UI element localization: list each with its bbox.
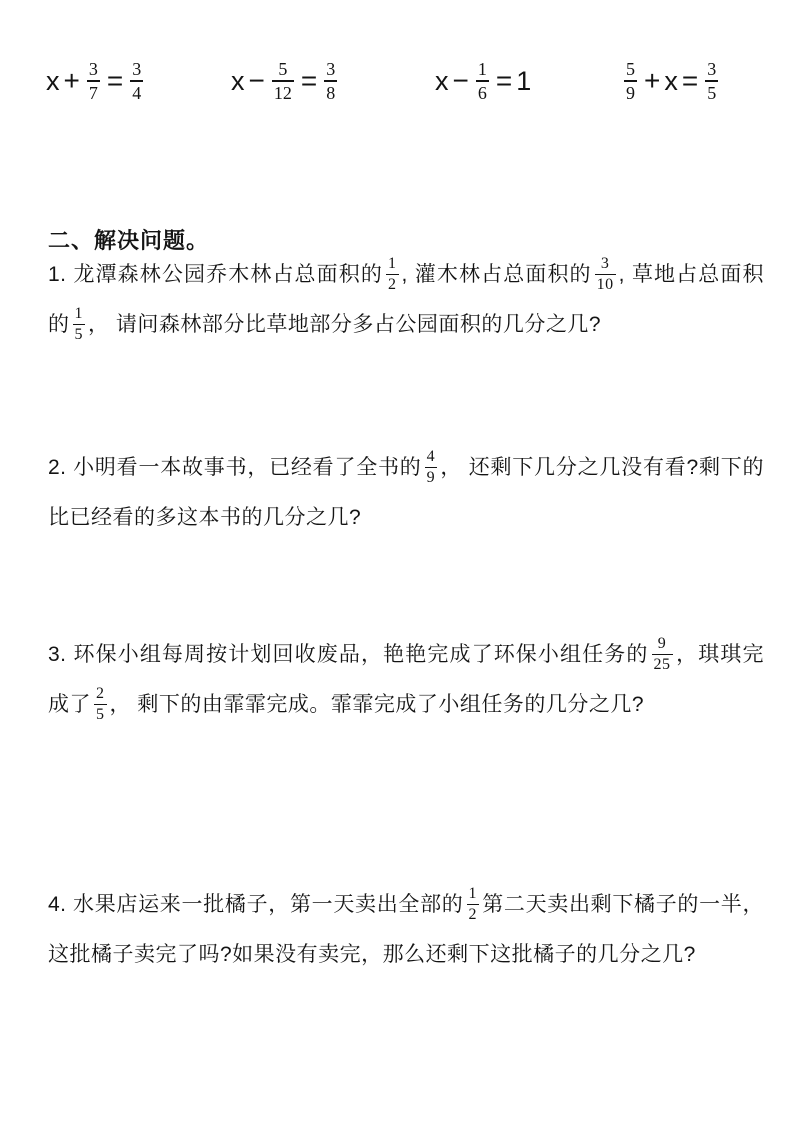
fraction-9-25: $\frac{9}{25}$ <box>653 634 671 674</box>
fraction-bar <box>324 80 337 81</box>
fraction-bar <box>467 904 480 905</box>
variable-x: x <box>46 65 60 96</box>
problem-text: ， 请问森林部分比草地部分多占公园面积的几分之几? <box>88 313 602 336</box>
word-problem-4 <box>48 880 764 980</box>
fraction-bar <box>476 80 489 81</box>
variable-x: x <box>664 65 678 96</box>
fraction-bar <box>386 274 399 275</box>
fraction-bar <box>94 704 107 705</box>
problem-text: 第二天卖出剩下橘子的一半，这批橘子卖完了吗?如果没有卖完，那么还剩下这批橘子的几分之几? <box>48 893 764 966</box>
equation-1 <box>46 52 146 110</box>
fraction-1-2: $\frac{1}{2}$ <box>468 884 477 924</box>
problem-text: 1. 龙潭森林公园乔木林占总面积的 <box>48 263 383 286</box>
fraction-bar <box>624 80 637 81</box>
problem-text: ， 还剩下几分之几没有看?剩下的比已经看的多这本书的几分之几? <box>48 456 764 529</box>
fraction-bar <box>73 324 86 325</box>
fraction-5-12: $\frac{5}{12}$ <box>273 59 292 103</box>
fraction-bar <box>130 80 143 81</box>
fraction-bar <box>705 80 718 81</box>
problem-text: ，琪琪完成了 <box>48 643 765 716</box>
equation-2 <box>231 52 340 110</box>
problem-text: 3. 环保小组每周按计划回收废品，艳艳完成了环保小组任务的 <box>48 643 649 666</box>
operator: + <box>644 65 661 96</box>
problem-text: ， 剩下的由霏霏完成。霏霏完成了小组任务的几分之几? <box>109 693 645 716</box>
solve-for-x-equations-row <box>0 52 793 112</box>
problem-text: , 草地占总面积的 <box>48 263 764 336</box>
number: 1 <box>516 65 532 96</box>
fraction-bar <box>425 467 438 468</box>
operator: = <box>106 65 124 96</box>
fraction-5-9: $\frac{5}{9}$ <box>626 59 635 103</box>
fraction-3-4: $\frac{3}{4}$ <box>132 59 142 103</box>
fraction-4-9: $\frac{4}{9}$ <box>426 447 436 487</box>
equation-4 <box>621 52 721 110</box>
fraction-3-8: $\frac{3}{8}$ <box>326 59 336 103</box>
variable-x: x <box>231 65 245 96</box>
fraction-bar <box>595 274 616 275</box>
problem-text: 2. 小明看一本故事书，已经看了全书的 <box>48 456 422 479</box>
word-problem-2 <box>48 443 764 543</box>
word-problem-1 <box>48 250 764 350</box>
fraction-1-6: $\frac{1}{6}$ <box>477 59 487 103</box>
equation-3 <box>435 52 531 110</box>
section-title: 二、解决问题。 <box>48 228 210 253</box>
fraction-3-7: $\frac{3}{7}$ <box>88 59 98 103</box>
fraction-bar <box>272 80 294 81</box>
fraction-bar <box>652 654 673 655</box>
fraction-3-5: $\frac{3}{5}$ <box>707 59 717 103</box>
fraction-1-2: $\frac{1}{2}$ <box>388 254 397 294</box>
problem-text: 4. 水果店运来一批橘子，第一天卖出全部的 <box>48 893 464 916</box>
fraction-2-5: $\frac{2}{5}$ <box>96 684 105 724</box>
operator: = <box>300 65 318 96</box>
problem-text: , 灌木林占总面积的 <box>401 263 592 286</box>
variable-x: x <box>435 65 449 96</box>
word-problem-3 <box>48 630 764 730</box>
fraction-3-10: $\frac{3}{10}$ <box>596 254 614 294</box>
operator: = <box>681 65 699 96</box>
operator: + <box>63 65 80 96</box>
fraction-1-5: $\frac{1}{5}$ <box>74 304 83 344</box>
operator: − <box>452 65 469 96</box>
operator: − <box>248 65 265 96</box>
operator: = <box>495 65 513 96</box>
fraction-bar <box>87 80 100 81</box>
